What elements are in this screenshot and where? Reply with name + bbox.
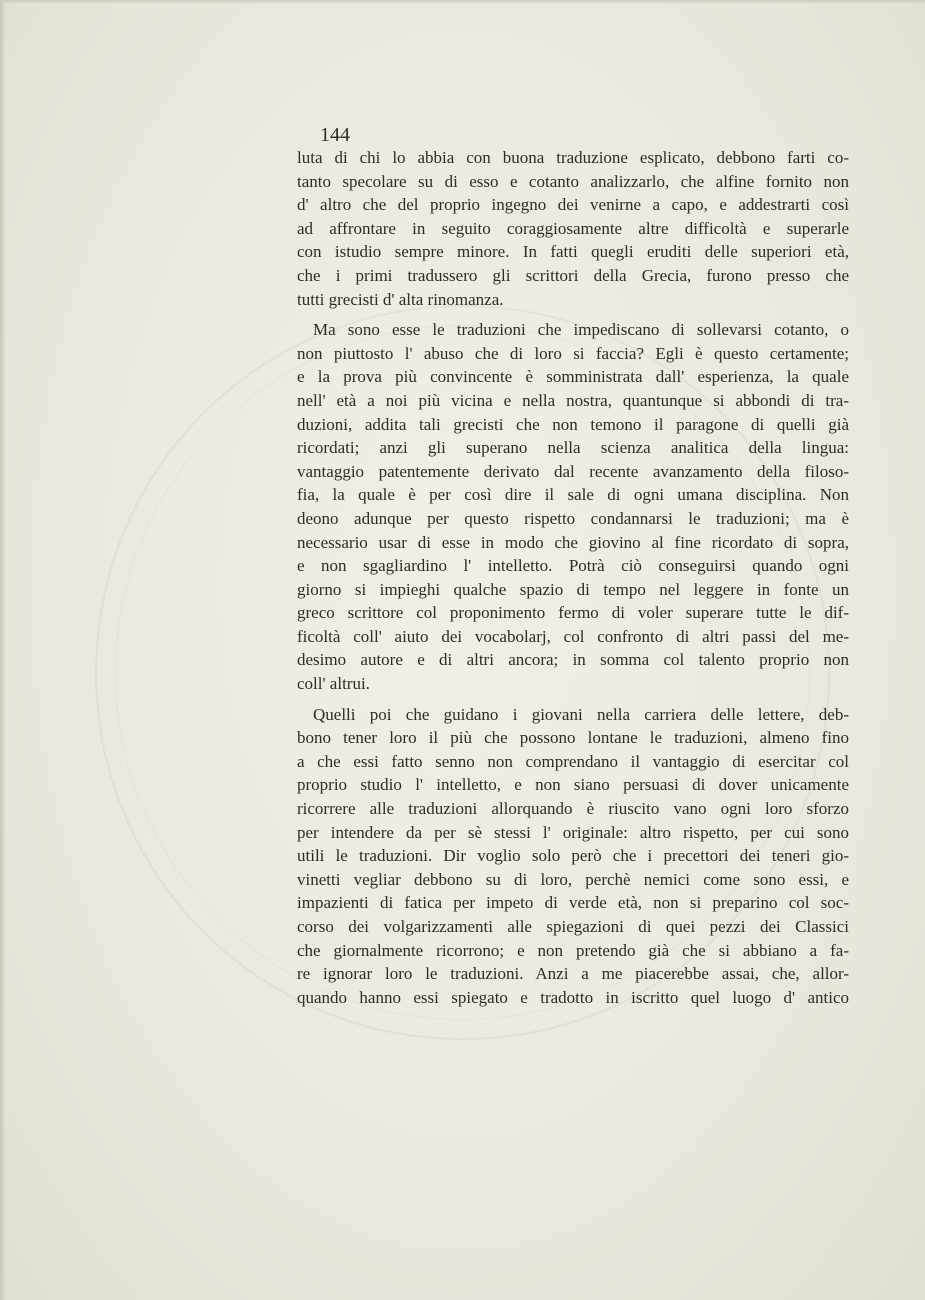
text-line: tutti grecisti d' alta rinomanza.	[297, 289, 504, 309]
text-line: Ma sono esse le traduzioni che impediscano di sollevarsi cotanto, o	[313, 320, 849, 340]
text-line: duzioni, addita tali grecisti che non temono il paragone di quelli già	[297, 414, 849, 434]
text-line: deono adunque per questo rispetto condannarsi le traduzioni; ma è	[297, 508, 849, 528]
text-line: luta di chi lo abbia con buona traduzione esplicato, debbono farti co-	[297, 148, 849, 167]
text-line: vantaggio patentemente derivato dal recente avanzamento della filoso-	[297, 461, 849, 481]
text-line: ficoltà coll' aiuto dei vocabolarj, col confronto di altri passi del me-	[297, 626, 849, 646]
text-line: necessario usar di esse in modo che giovino al fine ricordato di sopra,	[297, 532, 849, 552]
text-line: ricordati; anzi gli superano nella scienza analitica della lingua:	[297, 438, 849, 458]
text-line: a che essi fatto senno non comprendano il vantaggio di esercitar col	[297, 751, 849, 771]
text-line: Quelli poi che guidano i giovani nella carriera delle lettere, deb-	[313, 704, 849, 724]
text-line: fia, la quale è per così dire il sale di ogni umana disciplina. Non	[297, 485, 849, 505]
paragraph-gap	[297, 696, 849, 703]
text-line: con istudio sempre minore. In fatti quegli eruditi delle superiori età,	[297, 242, 849, 262]
text-line: coll' altrui.	[297, 674, 370, 694]
text-line: greco scrittore col proponimento fermo di voler superare tutte le dif-	[297, 603, 849, 623]
text-line: proprio studio l' intelletto, e non siano persuasi di dover unicamente	[297, 775, 849, 795]
text-line: impazienti di fatica per impeto di verde età, non si preparino col soc-	[297, 893, 849, 913]
paragraph-1	[297, 146, 849, 311]
text-line: bono tener loro il più che possono lontane le traduzioni, almeno fino	[297, 728, 849, 748]
text-line: quando hanno essi spiegato e tradotto in iscritto quel luogo d' antico	[297, 987, 849, 1007]
page-left-edge	[0, 0, 6, 1300]
text-line: re ignorar loro le traduzioni. Anzi a me piacerebbe assai, che, allor-	[297, 964, 849, 984]
text-line: che giornalmente ricorrono; e non pretendo già che si abbiano a fa-	[297, 940, 849, 960]
text-line: non piuttosto l' abuso che di loro si faccia? Egli è questo certamente;	[297, 343, 849, 363]
text-line: d' altro che del proprio ingegno dei venirne a capo, e addestrarti così	[297, 195, 849, 215]
text-line: per intendere da per sè stessi l' originale: altro rispetto, per cui sono	[297, 822, 849, 842]
text-line: e non sgagliardino l' intelletto. Potrà ciò conseguirsi quando ogni	[297, 556, 849, 576]
paragraph-3	[297, 703, 849, 1010]
text-line: vinetti vegliar debbono su di loro, perchè nemici come sono essi, e	[297, 869, 849, 889]
text-line: giorno si impieghi qualche spazio di tempo nel leggere in fonte un	[297, 579, 849, 599]
paragraph-2	[297, 318, 849, 696]
page-number: 144	[320, 124, 350, 146]
text-line: desimo autore e di altri ancora; in somma col talento proprio non	[297, 650, 849, 670]
text-line: nell' età a noi più vicina e nella nostra, quantunque si abbondi di tra-	[297, 390, 849, 410]
text-line: tanto specolare su di esso e cotanto analizzarlo, che alfine fornito non	[297, 171, 849, 191]
text-line: ricorrere alle traduzioni allorquando è riuscito vano ogni loro sforzo	[297, 799, 849, 819]
text-line: corso dei volgarizzamenti alle spiegazioni di quei pezzi dei Classici	[297, 917, 849, 936]
paragraph-gap	[297, 311, 849, 318]
text-line: che i primi tradussero gli scrittori della Grecia, furono presso che	[297, 265, 849, 285]
text-line: ad affrontare in seguito coraggiosamente altre difficoltà e superarle	[297, 218, 849, 238]
page-top-edge	[0, 0, 925, 4]
text-line: utili le traduzioni. Dir voglio solo però che i precettori dei teneri gio-	[297, 846, 849, 866]
text-line: e la prova più convincente è somministrata dall' esperienza, la quale	[297, 367, 849, 387]
body-text	[297, 146, 849, 1009]
